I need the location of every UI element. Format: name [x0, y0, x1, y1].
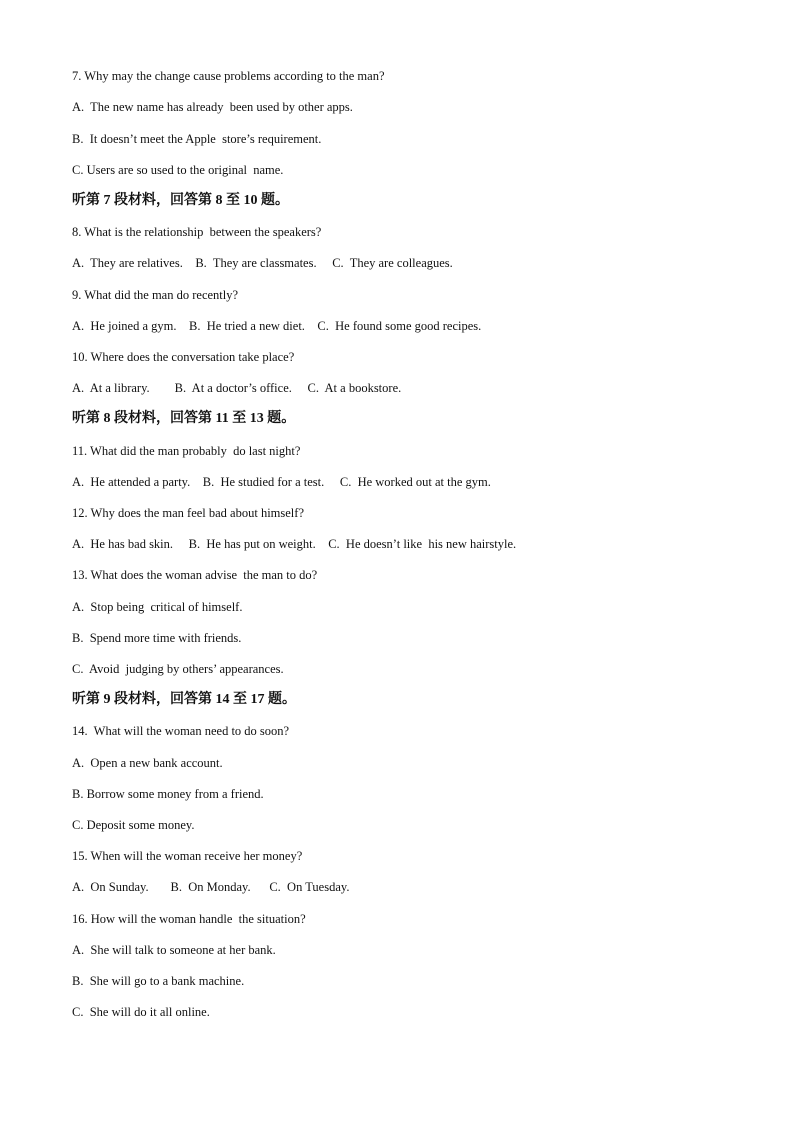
- question-7: 7. Why may the change cause problems according to the man?: [72, 69, 385, 83]
- question-14-option-b: B. Borrow some money from a friend.: [72, 787, 264, 801]
- question-9: 9. What did the man do recently?: [72, 288, 239, 302]
- question-7-option-b: B. It doesn’t meet the Apple store’s requirement.: [72, 132, 322, 146]
- question-13-option-a: A. Stop being critical of himself.: [72, 600, 243, 614]
- question-15-options: A. On Sunday. B. On Monday. C. On Tuesday.: [72, 880, 350, 894]
- question-13: 13. What does the woman advise the man to do?: [72, 568, 318, 582]
- question-9-options: A. He joined a gym. B. He tried a new diet. C. He found some good recipes.: [72, 319, 482, 333]
- question-12: 12. Why does the man feel bad about himself?: [72, 506, 304, 520]
- question-16-option-a: A. She will talk to someone at her bank.: [72, 943, 276, 957]
- question-12-options: A. He has bad skin. B. He has put on weight. C. He doesn’t like his new hairstyle.: [72, 537, 517, 551]
- question-16: 16. How will the woman handle the situation?: [72, 912, 306, 926]
- question-16-option-c: C. She will do it all online.: [72, 1005, 210, 1019]
- question-10: 10. Where does the conversation take place?: [72, 350, 295, 364]
- question-8-options: A. They are relatives. B. They are classmates. C. They are colleagues.: [72, 256, 453, 270]
- question-8: 8. What is the relationship between the speakers?: [72, 225, 322, 239]
- question-14: 14. What will the woman need to do soon?: [72, 724, 290, 738]
- section-heading-9: 听第 9 段材料，回答第 14 至 17 题。: [72, 692, 296, 707]
- question-13-option-b: B. Spend more time with friends.: [72, 631, 242, 645]
- question-7-option-a: A. The new name has already been used by other apps.: [72, 100, 353, 114]
- question-14-option-a: A. Open a new bank account.: [72, 756, 223, 770]
- question-15: 15. When will the woman receive her money?: [72, 849, 303, 863]
- question-11-options: A. He attended a party. B. He studied for a test. C. He worked out at the gym.: [72, 475, 491, 489]
- question-10-options: A. At a library. B. At a doctor’s office. C. At a bookstore.: [72, 381, 402, 395]
- question-16-option-b: B. She will go to a bank machine.: [72, 974, 245, 988]
- section-heading-7: 听第 7 段材料，回答第 8 至 10 题。: [72, 193, 289, 208]
- question-7-option-c: C. Users are so used to the original name.: [72, 163, 284, 177]
- question-11: 11. What did the man probably do last night?: [72, 444, 301, 458]
- question-13-option-c: C. Avoid judging by others’ appearances.: [72, 662, 284, 676]
- question-14-option-c: C. Deposit some money.: [72, 818, 195, 832]
- section-heading-8: 听第 8 段材料，回答第 11 至 13 题。: [72, 411, 296, 426]
